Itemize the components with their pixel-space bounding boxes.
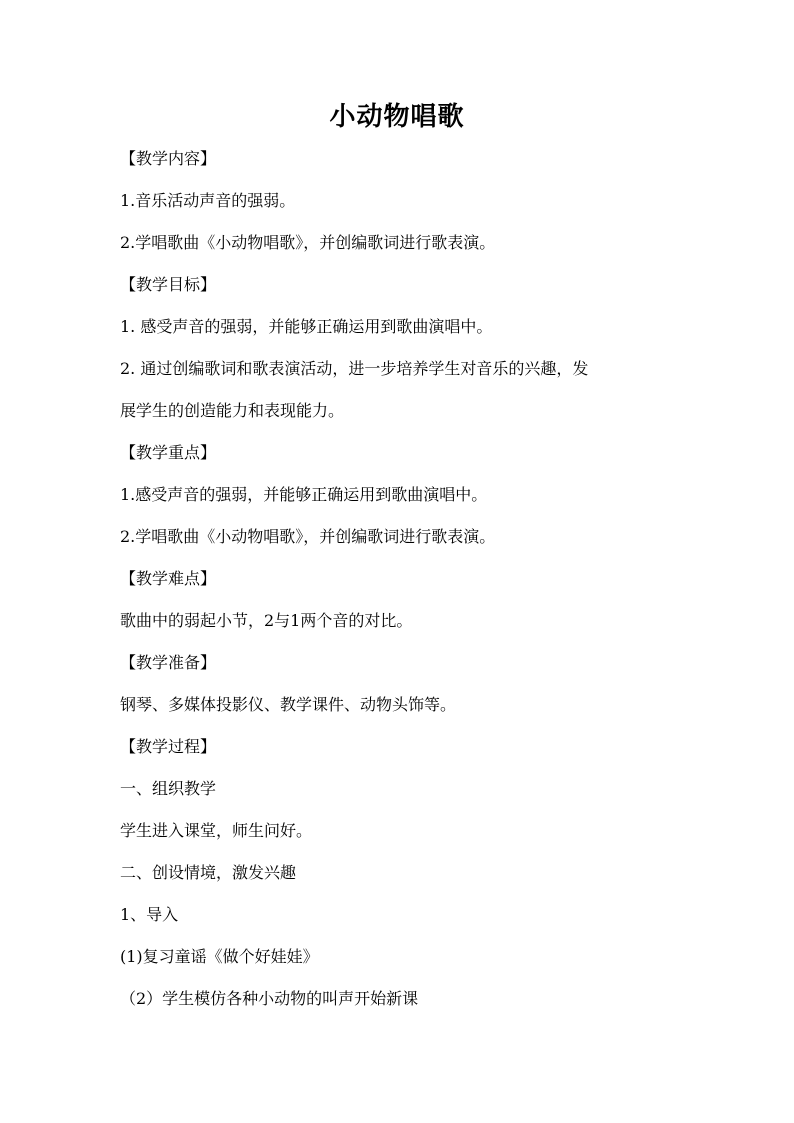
key-point-item-2: 2.学唱歌曲《小动物唱歌》，并创编歌词进行歌表演。 xyxy=(120,527,496,546)
difficulty-text: 歌曲中的弱起小节，2与1两个音的对比。 xyxy=(120,611,413,630)
objective-item-2: 2. 通过创编歌词和歌表演活动，进一步培养学生对音乐的兴趣，发 xyxy=(120,359,589,378)
document-title: 小动物唱歌 xyxy=(329,102,465,132)
section-heading-process: 【教学过程】 xyxy=(120,737,217,756)
process-substep-1-b: （2）学生模仿各种小动物的叫声开始新课 xyxy=(120,989,419,1008)
content-item-2: 2.学唱歌曲《小动物唱歌》，并创编歌词进行歌表演。 xyxy=(120,233,496,252)
process-step-1-heading: 一、组织教学 xyxy=(120,779,217,798)
preparation-text: 钢琴、多媒体投影仪、教学课件、动物头饰等。 xyxy=(120,695,457,714)
section-heading-key-points: 【教学重点】 xyxy=(120,443,217,462)
section-heading-content: 【教学内容】 xyxy=(120,149,217,168)
process-step-2-heading: 二、创设情境，激发兴趣 xyxy=(120,863,297,882)
objective-item-2-continued: 展学生的创造能力和表现能力。 xyxy=(120,401,345,420)
process-substep-1: 1、导入 xyxy=(120,905,179,924)
process-substep-1-a: (1)复习童谣《做个好娃娃》 xyxy=(120,947,319,966)
section-heading-objectives: 【教学目标】 xyxy=(120,275,217,294)
objective-item-1: 1. 感受声音的强弱，并能够正确运用到歌曲演唱中。 xyxy=(120,317,493,336)
process-step-1-text: 学生进入课堂，师生问好。 xyxy=(120,821,313,840)
key-point-item-1: 1.感受声音的强弱，并能够正确运用到歌曲演唱中。 xyxy=(120,485,488,504)
section-heading-difficulties: 【教学难点】 xyxy=(120,569,217,588)
section-heading-preparation: 【教学准备】 xyxy=(120,653,217,672)
content-item-1: 1.音乐活动声音的强弱。 xyxy=(120,191,296,210)
